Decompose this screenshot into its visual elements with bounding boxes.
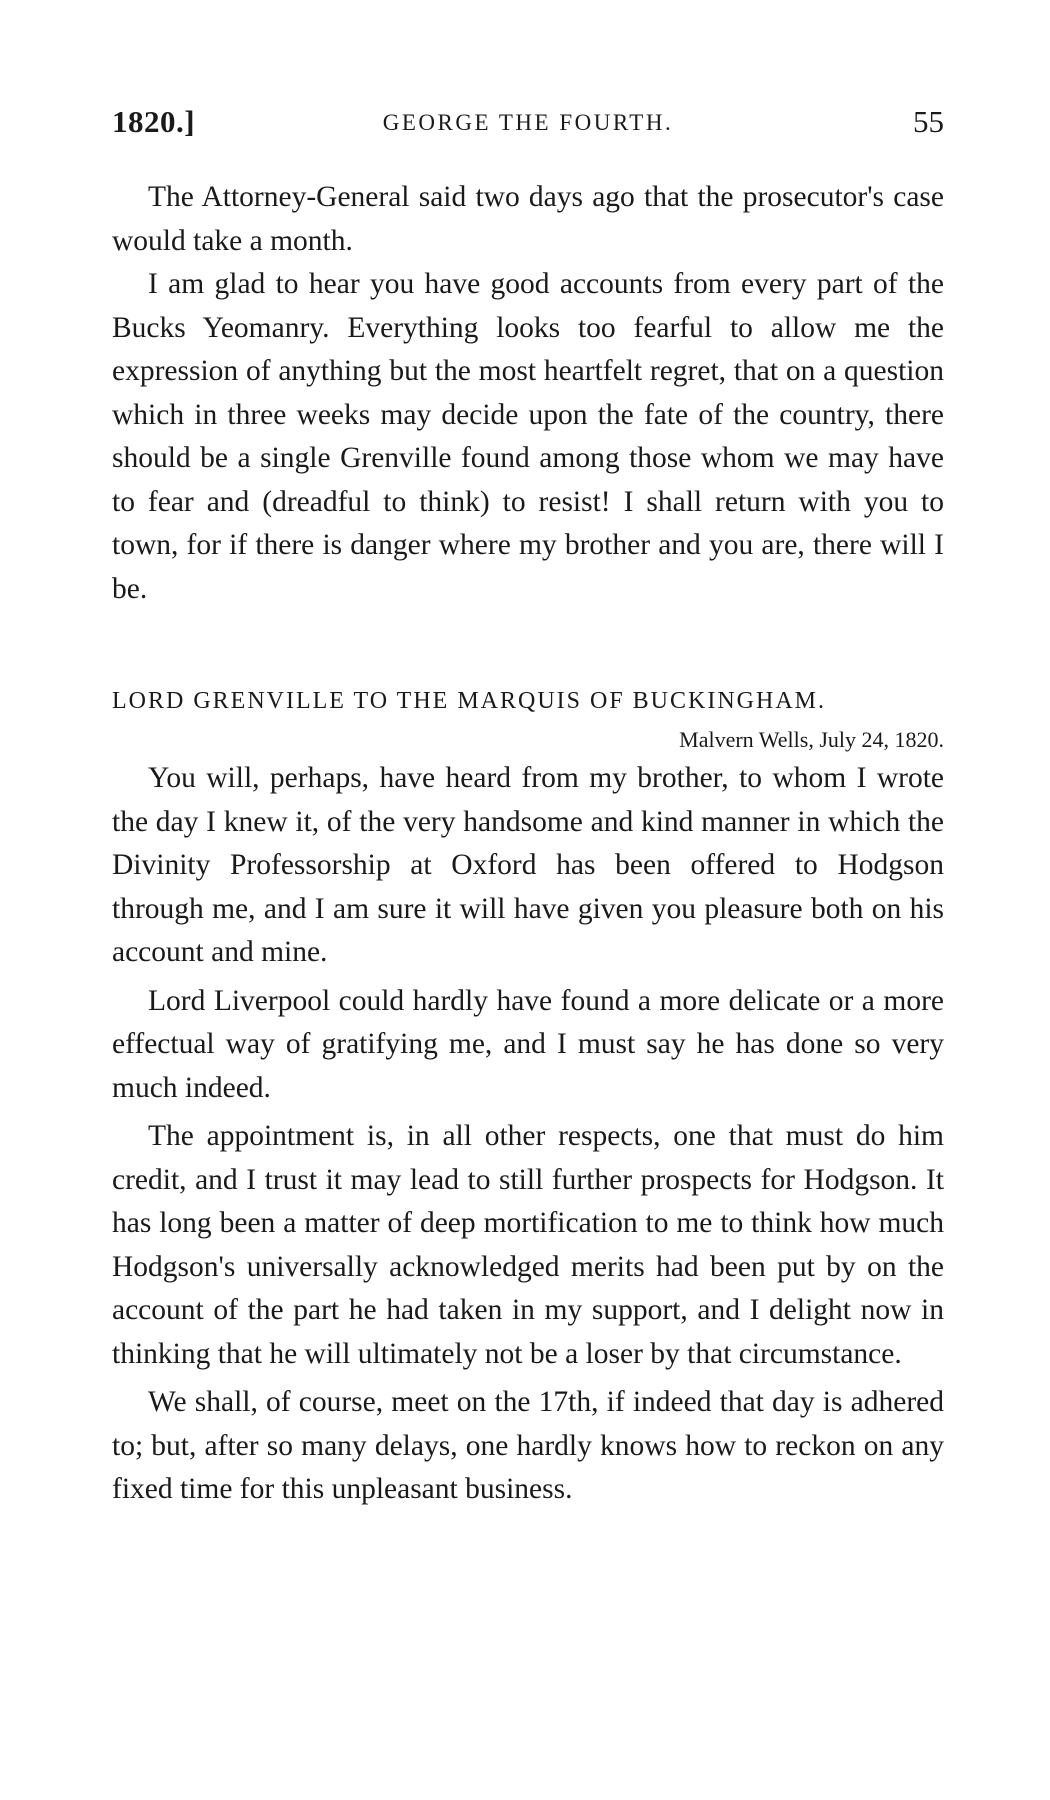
letter-body [112, 757, 944, 1512]
letter-heading: LORD GRENVILLE TO THE MARQUIS OF BUCKINGHAM. [112, 688, 827, 714]
paragraph: I am glad to hear you have good accounts from every part of the Bucks Yeomanry. Everything looks too fearful to allow me the expression of anything but the most heartfelt regret, that on a question which in three weeks may decide upon the fate of the country, there should be a single Grenville found among those whom we may have to fear and (dreadful to think) to resist! I shall return with you to town, for if there is danger where my brother and you are, there will I be. [112, 268, 944, 605]
paragraph: Lord Liverpool could hardly have found a more delicate or a more effectual way of gratifying me, and I must say he has done so very much indeed. [112, 984, 944, 1104]
paragraph: We shall, of course, meet on the 17th, if indeed that day is adhered to; but, after so many delays, one hardly knows how to reckon on any fixed time for this unpleasant business. [112, 1386, 944, 1505]
paragraph: The appointment is, in all other respects, one that must do him credit, and I trust it may lead to still further prospects for Hodgson. It has long been a matter of deep mortification to me to think how much Hodgson's universally acknowledged merits had been put by on the account of the part he had taken in my support, and I delight now in thinking that he will ultimately not be a loser by that circumstance. [112, 1120, 944, 1370]
preceding-letter-text [112, 176, 944, 611]
paragraph: You will, perhaps, have heard from my brother, to whom I wrote the day I knew it, of the very handsome and kind manner in which the Divinity Professorship at Oxford has been offered to Hodgson through me, and I am sure it will have given you pleasure both on his account and mine. [112, 762, 944, 968]
running-head [112, 104, 944, 152]
header-title: GEORGE THE FOURTH. [382, 110, 674, 135]
page-number: 55 [913, 104, 944, 139]
paragraph: The Attorney-General said two days ago that the prosecutor's case would take a month. [112, 181, 944, 257]
letter-dateline: Malvern Wells, July 24, 1820. [679, 727, 944, 752]
header-year: 1820.] [112, 104, 196, 139]
